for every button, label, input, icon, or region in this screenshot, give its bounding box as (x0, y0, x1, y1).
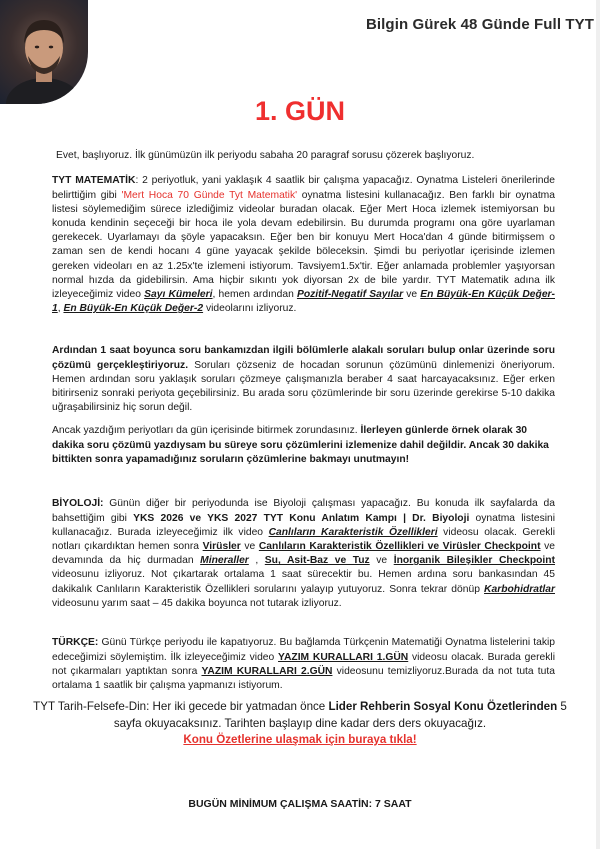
warning-paragraph (52, 424, 555, 467)
text: videolarını izliyoruz. (203, 303, 297, 315)
text: videosu olacak. Gerekli notları çıkardıktan hemen sonra (52, 526, 555, 552)
biyoloji-label: BİYOLOJİ: (52, 498, 104, 510)
intro-paragraph: Evet, başlıyoruz. İlk günümüzün ilk periyodu sabaha 20 paragraf sorusu çözerek başlıyoruz. (56, 150, 475, 162)
text: ve (240, 540, 259, 552)
turkce-label: TÜRKÇE: (52, 637, 99, 649)
text: 5 sayfa okuyacaksınız. Tarihten başlayıp dine kadar ders ders okuyacağız. (113, 700, 567, 730)
text: ve devamında da hiç durmadan (52, 540, 555, 567)
tyt-matematik-label: TYT MATEMATİK (52, 175, 136, 187)
text: ve (403, 288, 421, 300)
text: Soruları çözseniz de hocadan sorunun çözümünü dinlemenizi öneriyorum. Hemen ardından soru yaklaşık soruları çözmeye çalışmanızla beraber 4 saat harcayacaksınız. Eğer erken bitirirseniz sonraki periyota geçebilirsiniz. Bu arada soru çözümlerinde bir soru üzerinde gerekirse 5-10 dakika uğraşabilirsiniz hiç sorun değil. (52, 359, 555, 414)
biyoloji-paragraph (52, 497, 555, 611)
video-link-su-asit-baz[interactable]: Su, Asit-Baz ve Tuz (264, 555, 370, 567)
text: TYT Tarih-Felsefe-Din: Her iki gecede bir yatmadan önce (33, 700, 329, 713)
turkce-paragraph (52, 636, 555, 693)
page-edge (596, 0, 600, 849)
video-link-virusler[interactable]: Virüsler (202, 540, 241, 552)
text: , hemen ardından (212, 288, 297, 300)
text: Ancak yazdığım periyotları da gün içerisinde bitirmek zorundasınız. (52, 425, 361, 437)
text: : 2 periyotluk, yani yaklaşık 4 saatlik bir çalışma yapacağız. Oynatma Listeleri önerilerinde belirttiğim gibi (52, 175, 555, 201)
soru-cozumu-paragraph (52, 344, 555, 415)
video-link-checkpoint-1[interactable]: Canlıların Karakteristik Özellikleri ve Virüsler Checkpoint (258, 540, 541, 552)
video-link-yazim-1[interactable]: YAZIM KURALLARI 1.GÜN (278, 651, 409, 663)
video-link-en-buyuk-2[interactable]: En Büyük-En Küçük Değer-2 (63, 303, 204, 315)
text: , (248, 555, 265, 567)
video-link-yazim-2[interactable]: YAZIM KURALLARI 2.GÜN (201, 665, 333, 677)
text: Günü Türkçe periyodu ile kapatıyoruz. Bu bağlamda Türkçenin Matematiği Oynatma listelerini takip edeceğimizi söylemiştim. İlk izleyeceğimiz video (52, 637, 555, 663)
text: oynatma listesini kullanacağız. Burada izleyeceğimiz ilk video (52, 512, 556, 538)
playlist-name: 'Mert Hoca 70 Günde Tyt Matematik' (121, 189, 298, 201)
video-link-en-buyuk-1[interactable]: En Büyük-En Küçük Değer-1 (52, 288, 555, 315)
footer-summary: BUGÜN MİNİMUM ÇALIŞMA SAATİN: 7 SAAT (188, 798, 412, 810)
video-link-canlilar[interactable]: Canlıların Karakteristik Özellikleri (268, 526, 438, 538)
video-link-karbohidratlar[interactable]: Karbohidratlar (484, 583, 555, 595)
text: videosunu temizliyoruz.Burada da not tuta tuta ortalama 1 saatlik bir çalışma yapmanızı istiyorum. (52, 665, 555, 691)
text: Günün diğer bir periyodunda ise Biyoloji çalışması yapacağız. Bu konuda ilk sayfalarda da bahsettiğim gibi (52, 498, 555, 524)
text: videosunu yarım saat – 45 dakika boyunca not tutarak izliyoruz. (52, 597, 342, 609)
avatar (0, 0, 88, 104)
video-link-sayi-kumeleri[interactable]: Sayı Kümeleri (144, 288, 213, 300)
bold-text: Lider Rehberin Sosyal Konu Özetlerinden (328, 700, 558, 713)
text: videosunu izliyoruz. Not çıkartarak ortalama 1 saat sürecektir bu. Hemen ardına soru bankasından 45 dakikalık Canlıların Karakteristik Özellikleri sorularını yalayıp yutuyoruz. Sonra tekrar dönüp (52, 569, 555, 595)
konu-ozetleri-link[interactable]: Konu Özetlerine ulaşmak için buraya tıkla! (183, 733, 417, 746)
playlist-name: YKS 2026 ve YKS 2027 TYT Konu Anlatım Kampı | Dr. Biyoloji (133, 512, 470, 524)
bold-text: Ardından 1 saat boyunca soru bankamızdan ilgili bölümlerle alakalı soruları bulup onlar üzerinde soru çözümü gerçekleştiriyoruz. (52, 345, 555, 371)
video-link-pozitif-negatif[interactable]: Pozitif-Negatif Sayılar (296, 288, 404, 300)
tarih-paragraph (30, 699, 570, 749)
text: videosu olacak. Burada gerekli not çıkarmaları yaptıktan sonra (52, 651, 555, 677)
header-title: Bilgin Gürek 48 Günde Full TYT (365, 16, 594, 33)
text: ve (369, 555, 394, 567)
day-title: 1. GÜN (254, 96, 346, 126)
text: , (57, 303, 64, 315)
text: oynatma listesini kullanacağız. Ben farklı bir oynatma listesi söylemediğim sürece izlediğimiz videolar buradan olacak. Eğer Mert Hoca izlemek istemiyorsan bu konuda kendinin seçeceği bir hoca ile yola devam edebilirsin. Bu durumda programı ona göre uyarlaman gerekecek. Uyarlamayı da şöyle yapacaksın. Eğer ben bir konuyu Mert Hoca'dan 4 günde bitirmişsem o zaman sen de kendi hocanı 4 güne yayacak şekilde böleceksin. Şimdi bu periyotlar içerisinde izlemen gereken videoları en az 1.25x'te izlemeni istiyorum. Tavsiyem1.5x'tir. Eğer anlamada problemler yaşıyorsan normal hızda da gidebilirsin. Ama hiçbir sıkıntı yok diyorsan 2x de bile yardır. TYT Matematik adına ilk izleyeceğimiz video (52, 189, 555, 300)
person-avatar-icon (0, 0, 88, 104)
tyt-matematik-paragraph (52, 174, 555, 316)
video-link-inorganik-checkpoint[interactable]: İnorganik Bileşikler Checkpoint (393, 555, 556, 567)
video-link-mineraller[interactable]: Mineraller (200, 555, 249, 567)
bold-text: İlerleyen günlerde örnek olarak 30 dakika soru çözümü yazdıysam bu süreye soru çözümlerini izlemenize dahil değildir. Ancak 30 dakika bittikten sonra yapamadığınız soruların çözümlerine bakmayı unutmayın! (52, 425, 549, 465)
